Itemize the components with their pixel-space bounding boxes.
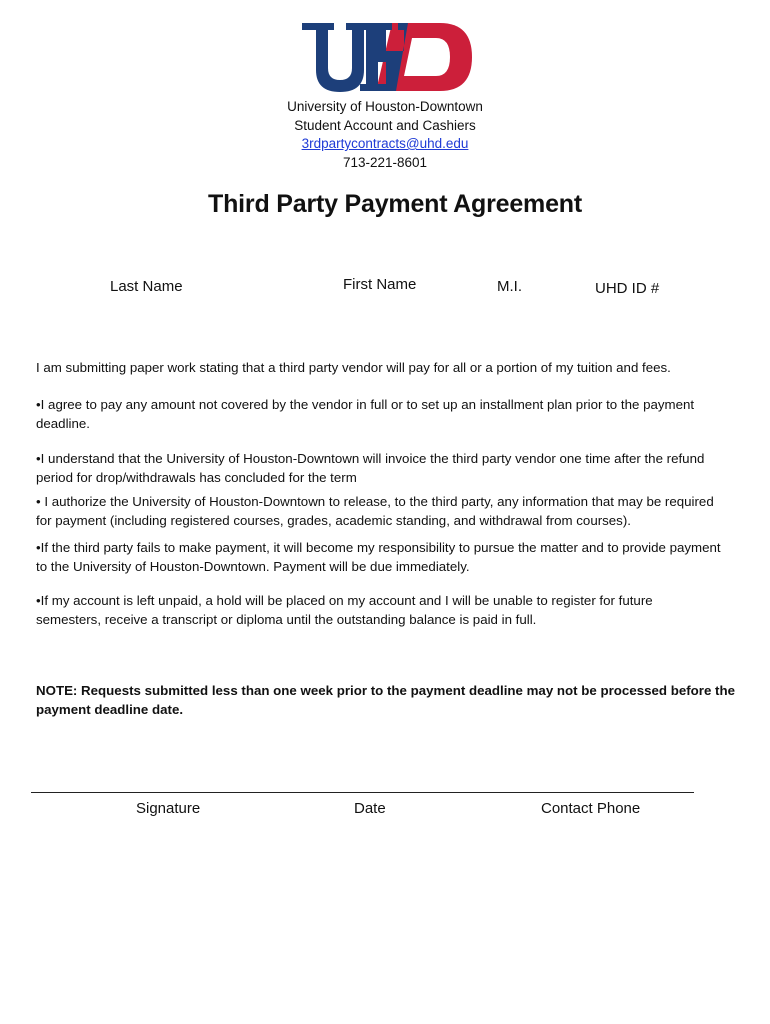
university-name: University of Houston-Downtown	[287, 99, 483, 114]
last-name-label: Last Name	[110, 278, 183, 295]
page-title: Third Party Payment Agreement	[208, 190, 582, 218]
date-label: Date	[354, 800, 386, 817]
bullet-understand: •I understand that the University of Houston-Downtown will invoice the third party vendor one time after the refund period for drop/withdrawals has concluded for the term	[36, 451, 705, 485]
mi-label: M.I.	[497, 278, 522, 295]
signature-label: Signature	[136, 800, 201, 817]
note-paragraph: NOTE: Requests submitted less than one week prior to the payment deadline may not be processed before the payment deadline date.	[36, 683, 735, 717]
bullet-third-party-fails: •If the third party fails to make payment, it will become my responsibility to pursue the matter and to provide payment to the University of Houston-Downtown. Payment will be due immediately.	[36, 540, 721, 574]
logo-u-shape	[302, 23, 370, 92]
bullet-authorize: • I authorize the University of Houston-Downtown to release, to the third party, any information that may be required for payment (including registered courses, grades, academic standing, and withdrawal from courses).	[36, 494, 714, 528]
signature-line	[31, 792, 694, 793]
email-link[interactable]: 3rdpartycontracts@uhd.edu	[301, 136, 469, 151]
department-name: Student Account and Cashiers	[294, 117, 476, 133]
uhd-logo	[300, 20, 472, 94]
phone-number: 713-221-8601	[342, 154, 428, 170]
first-name-label: First Name	[343, 276, 417, 293]
bullet-agree: •I agree to pay any amount not covered by the vendor in full or to set up an installment plan prior to the payment deadline.	[36, 397, 695, 431]
bullet-account-unpaid: •If my account is left unpaid, a hold will be placed on my account and I will be unable to register for future semesters, receive a transcript or diploma until the outstanding balance is paid in full.	[36, 593, 653, 627]
uhd-id-label: UHD ID #	[595, 280, 660, 297]
contact-phone-label: Contact Phone	[541, 800, 641, 817]
header-contact-block	[0, 98, 770, 172]
intro-paragraph: I am submitting paper work stating that a third party vendor will pay for all or a portion of my tuition and fees.	[36, 360, 671, 375]
